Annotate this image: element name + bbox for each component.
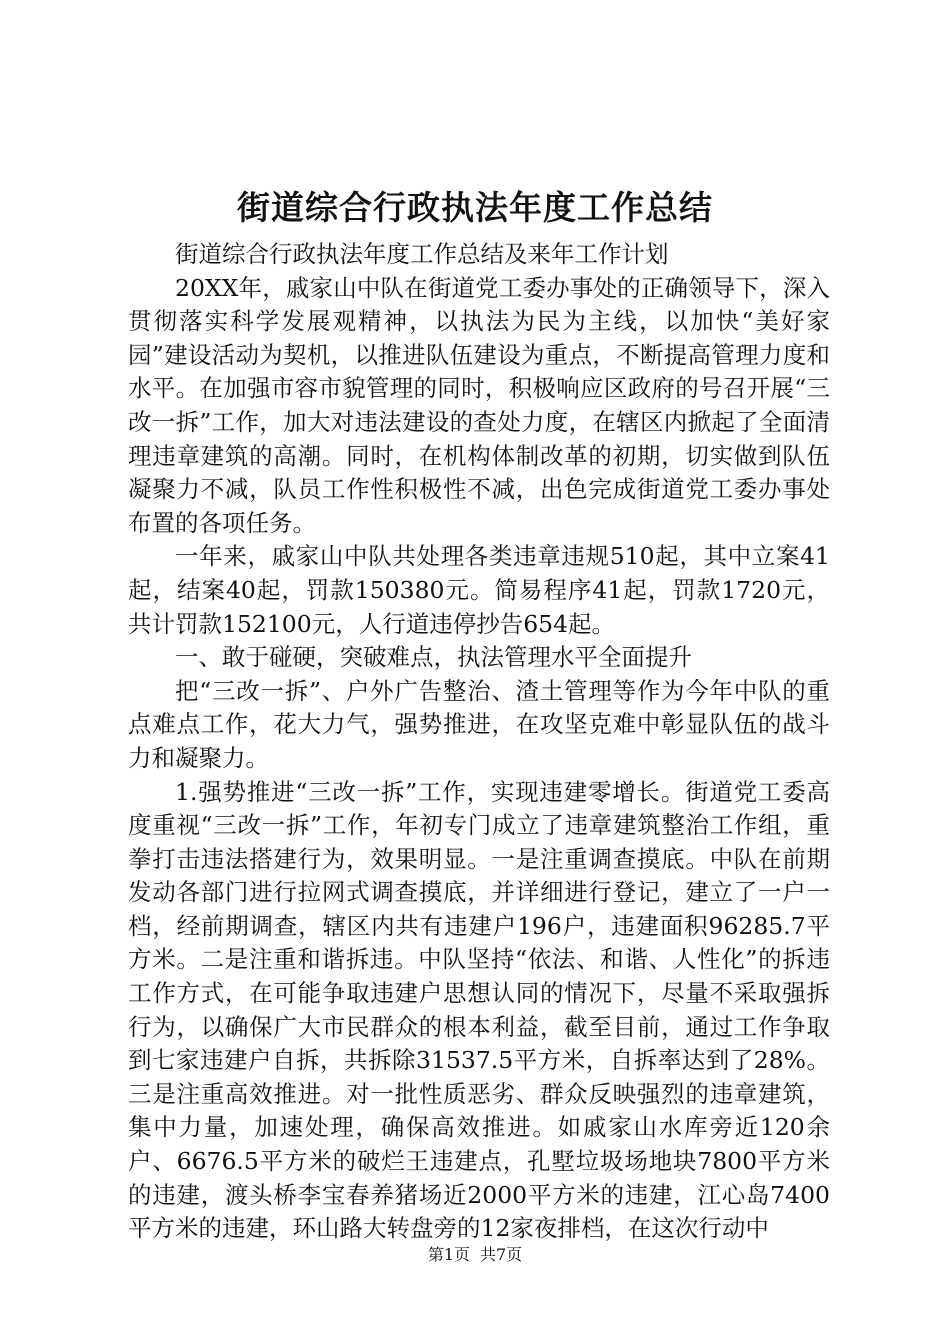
paragraph-item-1: 1.强势推进“三改一拆”工作，实现违建零增长。街道党工委高度重视“三改一拆”工作，年初专门成立了违章建筑整治工作组，重拳打击违法搭建行为，效果明显。一是注重调查摸底。中队在前期发动各部门进行拉网式调查摸底，并详细进行登记，建立了一户一档，经前期调查，辖区内共有违建户196户，违建面积96285.7平方米。二是注重和谐拆违。中队坚持“依法、和谐、人性化”的拆违工作方式，在可能争取违建户思想认同的情况下，尽量不采取强拆行为，以确保广大市民群众的根本利益，截至目前，通过工作争取到七家违建户自拆，共拆除31537.5平方米，自拆率达到了28%。三是注重高效推进。对一批性质恶劣、群众反映强烈的违章建筑，集中力量，加速处理，确保高效推进。如戚家山水库旁近120余户、6676.5平方米的破烂王违建点，孔墅垃圾场地块7800平方米的违建，渡头桥李宝春养猪场近2000平方米的违建，江心岛7400平方米的违建，环山路大转盘旁的12家夜排档，在这次行动中 — [128, 777, 830, 1243]
page-number-total: 共7页 — [480, 1245, 523, 1264]
paragraph-section-intro: 把“三改一拆”、户外广告整治、渣土管理等作为今年中队的重点难点工作，花大力气，强势推进，在攻坚克难中彰显队伍的战斗力和凝聚力。 — [128, 676, 830, 772]
paragraph-statistics: 一年来，戚家山中队共处理各类违章违规510起，其中立案41起，结案40起，罚款150380元。简易程序41起，罚款1720元，共计罚款152100元，人行道违停抄告654起。 — [128, 542, 830, 638]
document-body — [128, 238, 830, 1246]
section-heading: 一、敢于碰硬，突破难点，执法管理水平全面提升 — [175, 643, 692, 672]
page-footer — [0, 1244, 950, 1266]
paragraph-subtitle: 街道综合行政执法年度工作总结及来年工作计划 — [175, 240, 669, 268]
paragraph-intro: 20XX年，戚家山中队在街道党工委办事处的正确领导下，深入贯彻落实科学发展观精神，以执法为民为主线，以加快“美好家园”建设活动为契机，以推进队伍建设为重点，不断提高管理力度和水平。在加强市容市貌管理的同时，积极响应区政府的号召开展“三改一拆”工作，加大对违法建设的查处力度，在辖区内掀起了全面清理违章建筑的高潮。同时，在机构体制改革的初期，切实做到队伍凝聚力不减，队员工作性积极性不减，出色完成街道党工委办事处布置的各项任务。 — [128, 273, 830, 537]
page-number-current: 第1页 — [427, 1245, 470, 1264]
document-title: 街道综合行政执法年度工作总结 — [237, 188, 713, 227]
